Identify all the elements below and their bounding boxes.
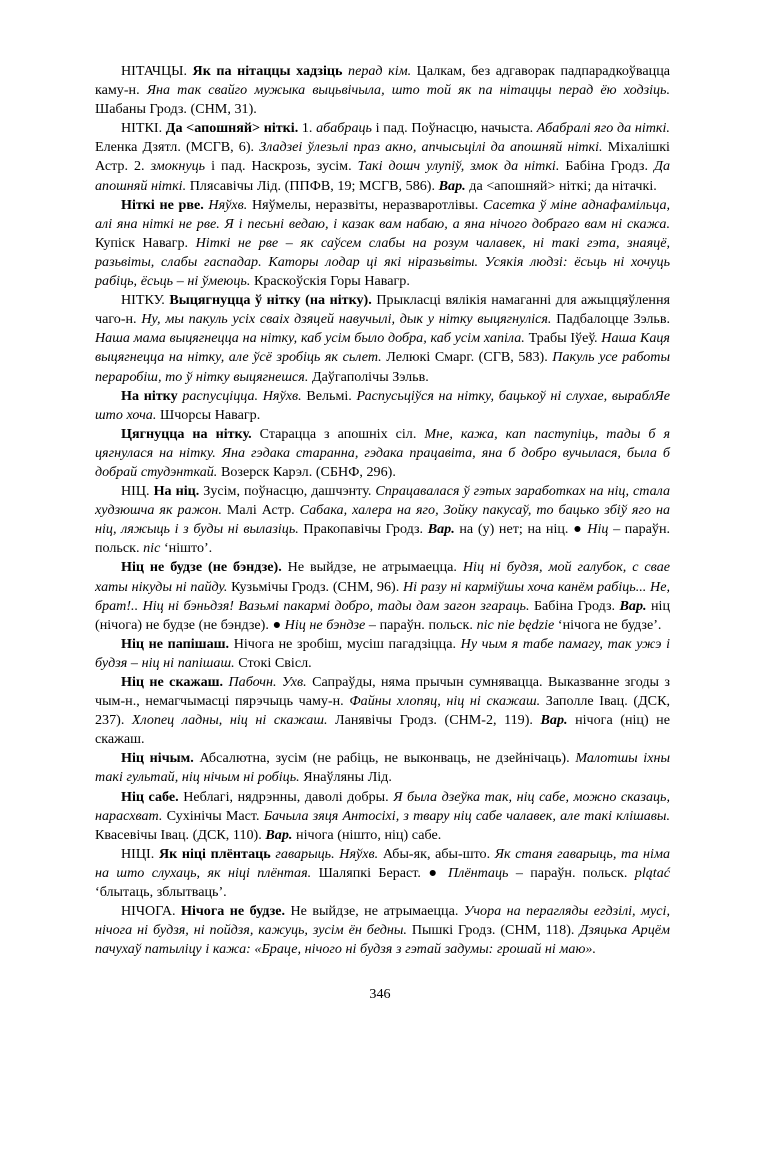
variant-marker: Вар.	[265, 826, 293, 843]
dictionary-entry: НІТКУ. Выцягнуцца ў нітку (на нітку). Прыкласці вялікія намаганні для ажыццяўлення чаго-н. Ну, мы пакуль усіх сваіх дзяцей навучылі, дык у нітку выцягнуліся. Падбалоцце Зэльв. Наша мама выцягнецца на нітку, каб усім было добра, каб усім хапіла. Трабы Іўеў. Наша Каця выцягнецца на нітку, але ўсё зробіць як сьлет. Лелюкі Смарг. (СГВ, 583). Пакуль усе работы пераробіш, то ў нітку выцягнешся. Даўгаполічы Зэльв.	[95, 292, 671, 385]
text-column	[95, 62, 670, 959]
dictionary-entry: Цягнуцца на нітку. Старацца з апошніх сіл. Мне, кажа, кап паступіць, тады б я цягнулася на нітку. Яна гэдака старанна, гэдака працавіта, яна б добро вучылася, была б добрай студэнткай. Возерск Карэл. (СБНФ, 296).	[95, 425, 670, 480]
dictionary-entry: Ніц сабе. Неблагі, нядрэнны, даволі добры. Я была дзеўка так, ніц сабе, можно сказаць, нарасхват. Сухінічы Маст. Бачыла зяця Антосіхі, з твару ніц сабе чалавек, але такі клішавы. Квасевічы Івац. (ДСК, 110). Вар. нічога (нішто, ніц) сабе.	[95, 788, 670, 843]
page-number: 346	[369, 986, 391, 1002]
dictionary-entry: Ніц не скажаш. Пабочн. Ухв. Сапраўды, няма прычын сумнявацца. Выказванне згоды з чым-н., немагчымасці пярэчыць чаму-н. Файны хлопяц, ніц ні скажаш. Заполле Івац. (ДСК, 237). Хлопец ладны, ніц ні скажаш. Ланявічы Гродз. (СНМ-2, 119). Вар. нічога (ніц) не скажаш.	[95, 674, 671, 748]
dictionary-entry: Ніц нічым. Абсалютна, зусім (не рабіць, не выконваць, не дзейнічаць). Малотшы іхны такі гультай, ніц нічым ні робіць. Янаўляны Лід.	[95, 750, 671, 786]
variant-marker: Вар.	[540, 712, 568, 729]
bullet-icon: ●	[428, 864, 448, 881]
dictionary-entry: НІЧОГА. Нічога не будзе. Не выйдзе, не атрымаецца. Учора на перагляды егдзілі, мусі, нічога ні будзя, ні пойдзя, кажуць, зусім ён бедны. Пышкі Гродз. (СНМ, 118). Дзяцька Арцём пачухаў патыліцу і кажа: «Браце, нічого ні будзя з гэтай задумы: грошай ні маю».	[95, 903, 670, 958]
dictionary-entry: НІТКІ. Да <апошняй> ніткі. 1. абабраць і пад. Поўнасцю, начыста. Абабралі яго да ніткі. Еленка Дзятл. (МСГВ, 6). Зладзеі ўлезьлі праз акно, апчысьцілі да апошняй ніткі. Міхалішкі Астр. 2. змокнуць і пад. Наскрозь, зусім. Такі дошч улупіў, змок да ніткі. Бабіна Гродз. Да апошняй ніткі. Плясавічы Лід. (ППФВ, 19; МСГВ, 586). Вар. да <апошняй> ніткі; да нітачкі.	[95, 120, 671, 194]
bullet-icon: ●	[573, 521, 588, 538]
dictionary-entry: Ніц не папішаш. Нічога не зробіш, мусіш пагадзіцца. Ну чым я табе памагу, так ужэ і будзя – ніц ні папішаш. Стокі Свісл.	[95, 635, 670, 671]
dictionary-entry: На нітку распусціцца. Няўхв. Вельмі. Распусьціўся на нітку, бацькоў ні слухае, выраблЯе што хоча. Шчорсы Навагр.	[95, 387, 671, 423]
dictionary-entry: НІЦІ. Як ніці плёнтаць гаварыць. Няўхв. Абы-як, абы-што. Як станя гаварыць, та німа на што слухаць, як ніці плёнтая. Шаляпкі Бераст. ● Плёнтаць – параўн. польск. plątać ‘блытаць, зблытваць’.	[95, 845, 670, 901]
dictionary-entry: НІЦ. На ніц. Зусім, поўнасцю, дашчэнту. Спрацавалася ў гэтых заработках на ніц, стала худзюшча як ражон. Малі Астр. Сабака, халера на яго, Зойку пакусаў, то бацько збіў яго на ніц, ляжыць і з буды ні вылазіць. Пракопавічы Гродз. Вар. на (у) нет; на ніц. ● Ніц – параўн. польск. nic ‘нішто’.	[95, 483, 671, 557]
dictionary-entry: Ніткі не рве. Няўхв. Няўмелы, неразвіты, неразваротлівы. Сасетка ў міне аднафамільца, алі яна ніткі не рве. Я і песьні ведаю, і казак вам набаю, а яна нічого добраго вам ні скажа. Купіск Навагр. Ніткі не рве – як саўсем слабы на розум чалавек, ні такі гэта, знаяцё, разьвіты, слабы гаспадар. Каторы лодар ці які ніразьвіты. Усякія людзі: ёсьць ні хочуць рабіць, ёсьць – ні ўмеюць. Краскоўскія Горы Навагр.	[95, 196, 671, 290]
bullet-icon: ●	[272, 616, 285, 633]
variant-marker: Вар.	[427, 521, 455, 538]
variant-marker: Вар.	[619, 597, 647, 614]
variant-marker: Вар.	[438, 177, 466, 194]
dictionary-entry: НІТАЧЦЫ. Як па нітаццы хадзіць перад кім. Цалкам, без адгаворак падпарадкоўвацца каму-н. Яна так свайго мужыка выцьвічыла, што той як па нітаццы перад ёю ходзіць. Шабаны Гродз. (СНМ, 31).	[95, 63, 670, 118]
dictionary-entry: Ніц не будзе (не бэндзе). Не выйдзе, не атрымаецца. Ніц ні будзя, мой галубок, с свае хаты нікуды ні пайду. Кузьмічы Гродз. (СНМ, 96). Ні разу ні карміўшы хоча канём рабіць... Не, брат!.. Ніц ні бэньдзя! Вазьмі пакармі добро, тады дам загон згараць. Бабіна Гродз. Вар. ніц (нічога) не будзе (не бэндзе). ● Ніц не бэндзе – параўн. польск. nic nie będzie ‘нічога не будзе’.	[95, 559, 671, 633]
